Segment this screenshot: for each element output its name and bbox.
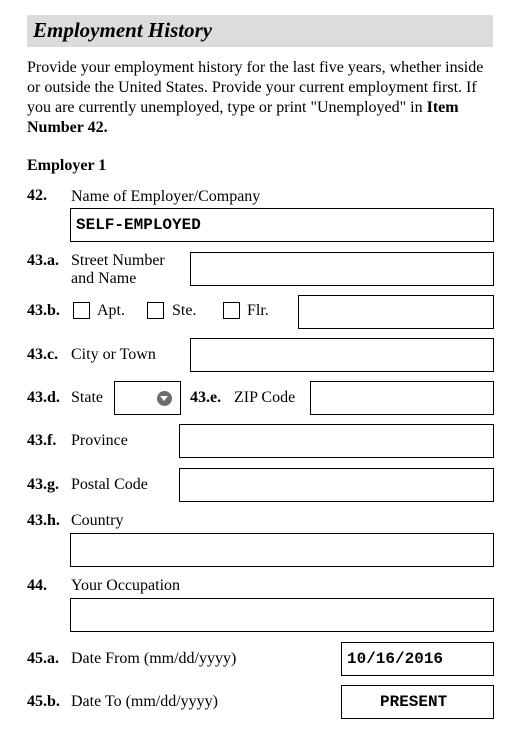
section-title: Employment History: [33, 18, 213, 42]
item-number-42: 42.: [27, 187, 47, 204]
occupation-label: Your Occupation: [71, 577, 181, 594]
instructions-text: Provide your employment history for the last five years, whether inside or outside the United States. Provide your current employment first. If you are currently unemployed, type or print "Unemployed" in: [27, 59, 484, 116]
postal-field[interactable]: [179, 468, 494, 502]
flr-checkbox[interactable]: [223, 302, 240, 319]
city-field[interactable]: [190, 338, 494, 372]
date-to-value: PRESENT: [380, 693, 448, 711]
date-from-field[interactable]: [341, 642, 494, 676]
apt-label: Apt.: [97, 302, 125, 319]
item-number-43f: 43.f.: [27, 432, 57, 449]
zip-field[interactable]: [310, 381, 494, 415]
flr-label: Flr.: [247, 302, 269, 319]
date-from-value: 10/16/2016: [347, 650, 444, 668]
employer-name-value: SELF-EMPLOYED: [76, 216, 201, 234]
item-number-43e: 43.e.: [190, 389, 222, 406]
instructions: [27, 58, 497, 138]
country-field[interactable]: [70, 533, 494, 567]
date-to-field[interactable]: [341, 685, 494, 719]
item-number-43h: 43.h.: [27, 512, 60, 529]
item-number-43a: 43.a.: [27, 252, 59, 269]
date-from-label: Date From (mm/dd/yyyy): [71, 650, 237, 667]
occupation-field[interactable]: [70, 598, 494, 632]
unit-number-field[interactable]: [298, 295, 494, 329]
province-label: Province: [71, 432, 128, 449]
item-number-43b: 43.b.: [27, 302, 60, 319]
city-label: City or Town: [71, 346, 156, 363]
item-number-43c: 43.c.: [27, 346, 59, 363]
item-number-43g: 43.g.: [27, 476, 59, 493]
street-label-line2: and Name: [71, 270, 137, 287]
apt-checkbox[interactable]: [73, 302, 90, 319]
country-label: Country: [71, 512, 124, 529]
item-number-43d: 43.d.: [27, 389, 60, 406]
postal-label: Postal Code: [71, 476, 148, 493]
section-header: [27, 15, 493, 47]
employer-name-field[interactable]: [70, 208, 494, 242]
employer-heading: Employer 1: [27, 157, 107, 174]
street-label-line1: Street Number: [71, 252, 165, 269]
ste-label: Ste.: [172, 302, 197, 319]
date-to-label: Date To (mm/dd/yyyy): [71, 693, 219, 710]
item-number-44: 44.: [27, 577, 47, 594]
employer-name-label: Name of Employer/Company: [71, 188, 261, 205]
item-number-45b: 45.b.: [27, 693, 60, 710]
street-field[interactable]: [190, 252, 494, 286]
state-select[interactable]: [114, 381, 181, 415]
item-number-45a: 45.a.: [27, 650, 59, 667]
state-label: State: [71, 389, 103, 406]
ste-checkbox[interactable]: [147, 302, 164, 319]
chevron-down-icon[interactable]: [157, 391, 172, 406]
province-field[interactable]: [179, 424, 494, 458]
instructions-item-ref: Item Number 42.: [27, 99, 459, 136]
zip-label: ZIP Code: [234, 389, 296, 406]
